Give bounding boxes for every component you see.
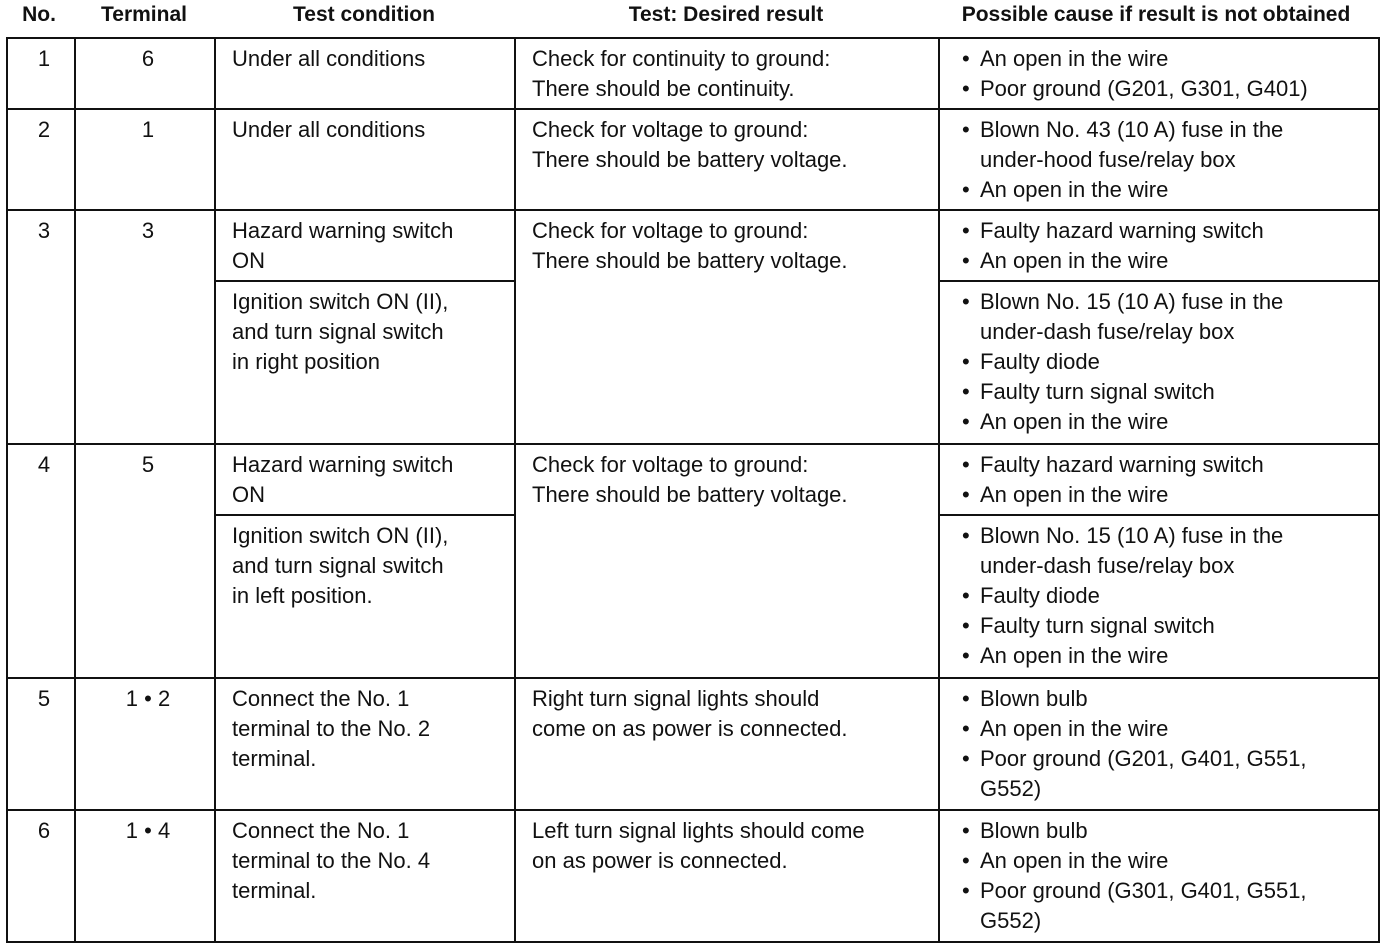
cell-desired-result bbox=[515, 210, 939, 444]
text-line: terminal. bbox=[232, 746, 317, 771]
cell-terminal: 1 • 2 bbox=[75, 678, 215, 810]
text-line: under-hood fuse/relay box bbox=[980, 147, 1236, 172]
cause-list bbox=[956, 521, 1368, 671]
text-line: • Poor ground (G201, G301, G401) bbox=[980, 76, 1308, 101]
header-possible-cause: Possible cause if result is not obtained bbox=[961, 3, 1351, 26]
text-line: • Faulty diode bbox=[980, 583, 1100, 608]
text-line: • Faulty diode bbox=[980, 349, 1100, 374]
text-line: G552) bbox=[980, 908, 1042, 933]
cause-item bbox=[956, 74, 1368, 104]
cell-possible-causes bbox=[939, 515, 1379, 678]
cause-item bbox=[956, 246, 1368, 276]
text-line: come on as power is connected. bbox=[532, 716, 848, 741]
cell-terminal: 1 • 4 bbox=[75, 810, 215, 942]
text-line: Ignition switch ON (II), bbox=[232, 523, 449, 548]
text-line: under-dash fuse/relay box bbox=[980, 319, 1235, 344]
table-row bbox=[7, 210, 1379, 281]
text-line: There should be battery voltage. bbox=[532, 147, 848, 172]
cause-item bbox=[956, 846, 1368, 876]
text-line: • An open in the wire bbox=[980, 716, 1169, 741]
table-row bbox=[7, 38, 1379, 109]
cell-test-condition bbox=[215, 515, 515, 678]
text-line: Left turn signal lights should come bbox=[532, 818, 865, 843]
text-line: ON bbox=[232, 248, 265, 273]
cell-terminal: 5 bbox=[75, 444, 215, 678]
table-header-row bbox=[0, 0, 1392, 36]
cell-terminal: 6 bbox=[75, 38, 215, 109]
text-line: • Blown bulb bbox=[980, 818, 1088, 843]
cause-list bbox=[956, 684, 1368, 804]
text-line: There should be battery voltage. bbox=[532, 248, 848, 273]
text-line: Under all conditions bbox=[232, 46, 426, 71]
text-line: • An open in the wire bbox=[980, 46, 1169, 71]
text-line: Check for continuity to ground: bbox=[532, 46, 831, 71]
cell-number: 1 bbox=[7, 38, 75, 109]
cell-test-condition bbox=[215, 678, 515, 810]
cell-test-condition bbox=[215, 38, 515, 109]
text-line: Connect the No. 1 bbox=[232, 686, 410, 711]
cause-item bbox=[956, 876, 1368, 936]
table-row bbox=[7, 810, 1379, 942]
text-line: • Faulty hazard warning switch bbox=[980, 218, 1264, 243]
cause-item bbox=[956, 44, 1368, 74]
cell-number: 6 bbox=[7, 810, 75, 942]
cause-item bbox=[956, 684, 1368, 714]
text-line: Hazard warning switch bbox=[232, 452, 454, 477]
cell-desired-result bbox=[515, 810, 939, 942]
text-line: terminal. bbox=[232, 878, 317, 903]
cell-possible-causes bbox=[939, 444, 1379, 515]
header-no: No. bbox=[22, 3, 56, 26]
cause-item bbox=[956, 287, 1368, 347]
text-line: There should be continuity. bbox=[532, 76, 795, 101]
cause-item bbox=[956, 377, 1368, 407]
cause-item bbox=[956, 480, 1368, 510]
text-line: Check for voltage to ground: bbox=[532, 452, 809, 477]
cause-item bbox=[956, 521, 1368, 581]
text-line: • Blown No. 15 (10 A) fuse in the bbox=[980, 523, 1284, 548]
cause-list bbox=[956, 816, 1368, 936]
text-line: • An open in the wire bbox=[980, 177, 1169, 202]
cause-item bbox=[956, 581, 1368, 611]
cause-item bbox=[956, 816, 1368, 846]
cause-list bbox=[956, 287, 1368, 437]
cell-test-condition bbox=[215, 444, 515, 515]
cell-possible-causes bbox=[939, 281, 1379, 444]
text-line: Connect the No. 1 bbox=[232, 818, 410, 843]
cell-number: 3 bbox=[7, 210, 75, 444]
text-line: • An open in the wire bbox=[980, 643, 1169, 668]
table-row bbox=[7, 109, 1379, 210]
cell-possible-causes bbox=[939, 109, 1379, 210]
text-line: Check for voltage to ground: bbox=[532, 117, 809, 142]
text-line: in right position bbox=[232, 349, 380, 374]
cause-item bbox=[956, 407, 1368, 437]
text-line: terminal to the No. 4 bbox=[232, 848, 431, 873]
cell-number: 4 bbox=[7, 444, 75, 678]
cell-desired-result bbox=[515, 109, 939, 210]
text-line: under-dash fuse/relay box bbox=[980, 553, 1235, 578]
cell-possible-causes bbox=[939, 678, 1379, 810]
text-line: • An open in the wire bbox=[980, 848, 1169, 873]
cause-item bbox=[956, 115, 1368, 175]
text-line: Right turn signal lights should bbox=[532, 686, 820, 711]
cell-test-condition bbox=[215, 281, 515, 444]
header-terminal: Terminal bbox=[101, 3, 187, 26]
table-row bbox=[7, 444, 1379, 515]
text-line: • Faulty hazard warning switch bbox=[980, 452, 1264, 477]
cause-list bbox=[956, 216, 1368, 276]
cell-desired-result bbox=[515, 38, 939, 109]
header-test-condition: Test condition bbox=[293, 3, 435, 26]
header-desired-result: Test: Desired result bbox=[628, 3, 824, 26]
cell-test-condition bbox=[215, 810, 515, 942]
cell-desired-result bbox=[515, 678, 939, 810]
cause-list bbox=[956, 450, 1368, 510]
text-line: • Poor ground (G201, G401, G551, bbox=[980, 746, 1307, 771]
cause-item bbox=[956, 641, 1368, 671]
text-line: Ignition switch ON (II), bbox=[232, 289, 449, 314]
text-line: on as power is connected. bbox=[532, 848, 788, 873]
text-line: and turn signal switch bbox=[232, 319, 444, 344]
text-line: in left position. bbox=[232, 583, 373, 608]
table-row bbox=[7, 678, 1379, 810]
cause-item bbox=[956, 744, 1368, 804]
text-line: Hazard warning switch bbox=[232, 218, 454, 243]
cause-item bbox=[956, 611, 1368, 641]
cause-item bbox=[956, 714, 1368, 744]
text-line: and turn signal switch bbox=[232, 553, 444, 578]
inspection-table bbox=[6, 37, 1380, 943]
text-line: G552) bbox=[980, 776, 1042, 801]
cause-item bbox=[956, 175, 1368, 205]
cell-number: 2 bbox=[7, 109, 75, 210]
text-line: • An open in the wire bbox=[980, 409, 1169, 434]
cause-item bbox=[956, 216, 1368, 246]
cause-list bbox=[956, 44, 1368, 104]
text-line: • An open in the wire bbox=[980, 482, 1169, 507]
text-line: • Blown No. 43 (10 A) fuse in the bbox=[980, 117, 1284, 142]
text-line: Under all conditions bbox=[232, 117, 426, 142]
text-line: • Blown No. 15 (10 A) fuse in the bbox=[980, 289, 1284, 314]
cell-terminal: 3 bbox=[75, 210, 215, 444]
text-line: Check for voltage to ground: bbox=[532, 218, 809, 243]
text-line: terminal to the No. 2 bbox=[232, 716, 431, 741]
text-line: There should be battery voltage. bbox=[532, 482, 848, 507]
cell-terminal: 1 bbox=[75, 109, 215, 210]
text-line: ON bbox=[232, 482, 265, 507]
text-line: • Blown bulb bbox=[980, 686, 1088, 711]
text-line: • Faulty turn signal switch bbox=[980, 379, 1215, 404]
cell-desired-result bbox=[515, 444, 939, 678]
cell-number: 5 bbox=[7, 678, 75, 810]
cell-possible-causes bbox=[939, 810, 1379, 942]
cause-item bbox=[956, 347, 1368, 377]
text-line: • An open in the wire bbox=[980, 248, 1169, 273]
cell-possible-causes bbox=[939, 38, 1379, 109]
cell-test-condition bbox=[215, 210, 515, 281]
text-line: • Poor ground (G301, G401, G551, bbox=[980, 878, 1307, 903]
cell-possible-causes bbox=[939, 210, 1379, 281]
table-body bbox=[7, 38, 1379, 942]
text-line: • Faulty turn signal switch bbox=[980, 613, 1215, 638]
cause-item bbox=[956, 450, 1368, 480]
cause-list bbox=[956, 115, 1368, 205]
cell-test-condition bbox=[215, 109, 515, 210]
